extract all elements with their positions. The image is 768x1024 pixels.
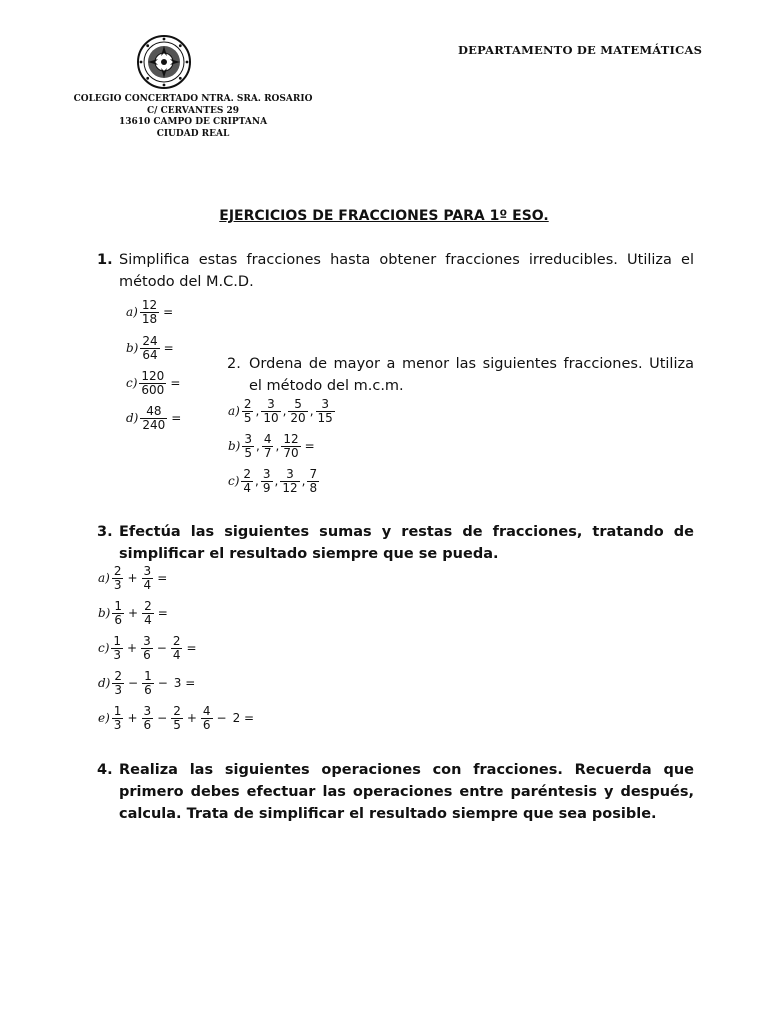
item-label: b) <box>126 341 139 355</box>
denominator: 7 <box>263 446 272 460</box>
denominator: 6 <box>143 718 152 732</box>
item-label: d) <box>98 676 111 690</box>
denominator: 20 <box>290 411 306 425</box>
item-label: b) <box>98 606 111 620</box>
operator: = <box>171 411 182 425</box>
fraction <box>280 468 299 495</box>
denominator: 15 <box>317 411 333 425</box>
exercise-1-text: Simplifica estas fracciones hasta obtener fracciones irreducibles. Utiliza el método del M.C.D. <box>119 252 694 290</box>
exercise-1-number: 1. <box>97 252 113 268</box>
operator: − <box>156 641 167 655</box>
ex1-item-b <box>126 335 177 362</box>
operator: = <box>157 606 168 620</box>
fraction <box>242 433 254 460</box>
fraction <box>140 299 159 326</box>
numerator: 2 <box>113 564 122 578</box>
fraction <box>201 705 213 732</box>
ex2-item-a <box>228 398 336 425</box>
fraction <box>140 335 159 362</box>
numerator: 2 <box>243 467 252 481</box>
operator: + <box>127 571 138 585</box>
comma-separator: , <box>274 474 279 488</box>
numerator: 5 <box>294 397 302 411</box>
exercise-2-number: 2. <box>227 356 241 372</box>
item-label: c) <box>98 641 110 655</box>
fraction <box>281 433 300 460</box>
school-city: 13610 CAMPO DE CRIPTANA <box>118 117 268 128</box>
denominator: 240 <box>142 418 166 432</box>
denominator: 9 <box>262 481 271 495</box>
denominator: 3 <box>113 648 122 662</box>
item-label: d) <box>126 411 139 425</box>
ex3-item-a <box>98 565 170 592</box>
item-label: a) <box>126 305 138 319</box>
fraction <box>139 370 166 397</box>
ex3-item-d <box>98 670 198 697</box>
comma-separator: , <box>309 404 314 418</box>
ex3-item-e <box>98 705 257 732</box>
operator: = <box>304 439 315 453</box>
fraction <box>142 600 154 627</box>
numerator: 3 <box>321 397 329 411</box>
denominator: 4 <box>143 578 152 592</box>
exercise-3-number: 3. <box>97 524 113 540</box>
numerator: 2 <box>144 599 152 613</box>
ex1-item-d <box>126 405 184 432</box>
item-label: c) <box>126 376 138 390</box>
denominator: 5 <box>173 718 181 732</box>
fraction <box>142 565 154 592</box>
denominator: 6 <box>144 683 152 697</box>
denominator: 10 <box>263 411 279 425</box>
comma-separator: , <box>301 474 306 488</box>
fraction <box>261 468 273 495</box>
fraction <box>262 433 274 460</box>
ex3-item-b <box>98 600 171 627</box>
school-address <box>60 94 326 140</box>
item-label: c) <box>228 474 240 488</box>
exercise-3-text: Efectúa las siguientes sumas y restas de fracciones, tratando de simplificar el resultado siempre que se pueda. <box>119 524 694 562</box>
denominator: 5 <box>243 411 252 425</box>
numerator: 1 <box>144 669 152 683</box>
denominator: 8 <box>309 481 318 495</box>
fraction <box>142 670 154 697</box>
denominator: 4 <box>243 481 252 495</box>
fraction <box>112 565 124 592</box>
numerator: 2 <box>114 669 123 683</box>
denominator: 600 <box>141 383 165 397</box>
denominator: 4 <box>172 648 181 662</box>
operator: 3 = <box>173 676 196 690</box>
operator: = <box>163 305 174 319</box>
fraction <box>111 635 123 662</box>
fraction <box>261 398 280 425</box>
fraction <box>171 635 183 662</box>
denominator: 6 <box>202 718 211 732</box>
numerator: 3 <box>244 432 253 446</box>
numerator: 12 <box>141 298 158 312</box>
numerator: 3 <box>143 634 151 648</box>
numerator: 24 <box>142 334 158 348</box>
numerator: 2 <box>173 704 181 718</box>
numerator: 7 <box>309 467 318 481</box>
exercise-1 <box>97 249 694 293</box>
school-seal-icon <box>136 34 192 90</box>
fraction <box>242 398 254 425</box>
numerator: 4 <box>202 704 211 718</box>
denominator: 3 <box>113 718 122 732</box>
exercise-4-text: Realiza las siguientes operaciones con fracciones. Recuerda que primero debes efectuar las operaciones entre paréntesis y después, calcula. Trata de simplificar el resultado siempre que sea posible. <box>119 762 694 822</box>
denominator: 70 <box>283 446 299 460</box>
numerator: 3 <box>143 564 152 578</box>
operator: + <box>186 711 197 725</box>
operator: = <box>170 376 181 390</box>
fraction <box>288 398 307 425</box>
operator: − <box>157 676 168 690</box>
denominator: 64 <box>142 348 158 362</box>
item-label: e) <box>98 711 110 725</box>
fraction <box>112 670 124 697</box>
operator: 2 = <box>232 711 255 725</box>
operator: = <box>163 341 174 355</box>
ex1-item-c <box>126 370 183 397</box>
exercise-4 <box>97 759 694 825</box>
numerator: 3 <box>267 397 275 411</box>
denominator: 3 <box>114 683 123 697</box>
item-label: a) <box>228 404 240 418</box>
numerator: 2 <box>172 634 181 648</box>
fraction <box>140 405 167 432</box>
school-province: CIUDAD REAL <box>156 128 230 139</box>
school-name: COLEGIO CONCERTADO NTRA. SRA. ROSARIO <box>73 94 313 104</box>
denominator: 6 <box>143 648 151 662</box>
fraction <box>171 705 183 732</box>
fraction <box>112 705 124 732</box>
ex3-item-c <box>98 635 200 662</box>
comma-separator: , <box>255 474 259 488</box>
numerator: 3 <box>262 467 271 481</box>
page-title: EJERCICIOS DE FRACCIONES PARA 1º ESO. <box>219 208 549 224</box>
operator: + <box>127 711 138 725</box>
ex2-item-c <box>228 468 320 495</box>
operator: + <box>128 606 139 620</box>
ex1-item-a <box>126 299 176 326</box>
denominator: 3 <box>113 578 122 592</box>
comma-separator: , <box>282 404 287 418</box>
item-label: b) <box>228 439 241 453</box>
denominator: 18 <box>141 312 158 326</box>
numerator: 1 <box>113 634 122 648</box>
numerator: 4 <box>263 432 272 446</box>
denominator: 4 <box>144 613 152 627</box>
numerator: 48 <box>146 404 162 418</box>
fraction <box>142 705 154 732</box>
operator: − <box>157 711 168 725</box>
denominator: 12 <box>282 481 298 495</box>
denominator: 6 <box>114 613 123 627</box>
fraction <box>316 398 335 425</box>
ex2-item-b <box>228 433 318 460</box>
numerator: 2 <box>243 397 252 411</box>
operator: = <box>157 571 168 585</box>
fraction <box>307 468 319 495</box>
numerator: 1 <box>113 704 122 718</box>
comma-separator: , <box>255 404 260 418</box>
numerator: 3 <box>143 704 152 718</box>
comma-separator: , <box>256 439 260 453</box>
numerator: 120 <box>141 369 165 383</box>
numerator: 3 <box>286 467 294 481</box>
exercise-2 <box>227 353 694 397</box>
fraction <box>112 600 124 627</box>
operator: − <box>216 711 227 725</box>
operator: + <box>127 641 138 655</box>
exercise-4-number: 4. <box>97 762 113 778</box>
numerator: 12 <box>283 432 299 446</box>
operator: − <box>128 676 139 690</box>
numerator: 1 <box>114 599 123 613</box>
operator: = <box>186 641 197 655</box>
fraction <box>141 635 153 662</box>
item-label: a) <box>98 571 110 585</box>
exercise-2-text: Ordena de mayor a menor las siguientes fracciones. Utiliza el método del m.c.m. <box>249 356 694 394</box>
exercise-3 <box>97 521 694 565</box>
school-street: C/ CERVANTES 29 <box>147 105 239 116</box>
department-name: DEPARTAMENTO DE MATEMÁTICAS <box>458 43 703 57</box>
comma-separator: , <box>275 439 280 453</box>
fraction <box>241 468 253 495</box>
denominator: 5 <box>244 446 253 460</box>
